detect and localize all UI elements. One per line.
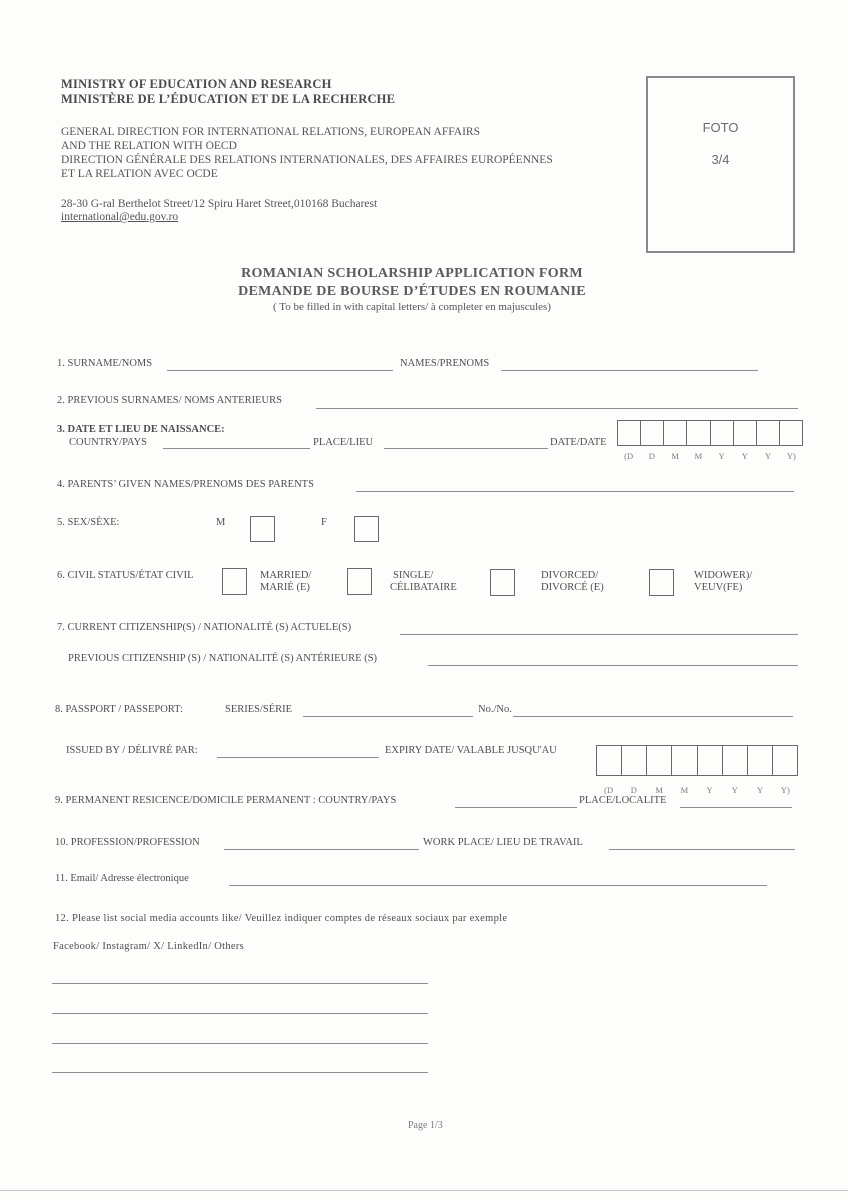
form-title-en: ROMANIAN SCHOLARSHIP APPLICATION FORM [241,266,583,281]
residence-country-field[interactable] [455,807,577,808]
surname-field[interactable] [167,370,393,371]
date-cell[interactable] [698,746,723,775]
date-cell[interactable] [711,421,734,445]
email-link[interactable]: international@edu.gov.ro [61,211,179,223]
social-media-label: 12. Please list social media accounts like/ Veuillez indiquer comptes de réseaux sociaux par exemple [55,913,508,924]
date-cell[interactable] [622,746,647,775]
address: 28-30 G-ral Berthelot Street/12 Spiru Haret Street,010168 Bucharest [61,198,378,210]
birth-heading: 3. DATE ET LIEU DE NAISSANCE: [57,424,225,435]
option-text: MARIÉ (E) [260,582,310,593]
date-cell[interactable] [734,421,757,445]
social-media-field-1[interactable] [52,983,428,984]
social-media-field-3[interactable] [52,1043,428,1044]
birth-date-label: DATE/DATE [550,437,607,448]
date-cell[interactable] [723,746,748,775]
current-citizenship-label: 7. CURRENT CITIZENSHIP(S) / NATIONALITÉ (S) ACTUELE(S) [57,622,352,633]
sex-f-label: F [321,517,327,528]
date-cell[interactable] [687,421,710,445]
direction-block [61,125,553,181]
option-text: DIVORCED/ [541,570,599,581]
page-number: Page 1/3 [408,1120,443,1131]
passport-label: 8. PASSPORT / PASSEPORT: [55,704,183,715]
widower-label [694,570,752,594]
sex-label: 5. SEX/SÈXE: [57,517,120,528]
parents-label: 4. PARENTS’ GIVEN NAMES/PRENOMS DES PARENTS [57,479,314,490]
single-checkbox[interactable] [347,568,372,595]
previous-citizenship-field[interactable] [428,665,798,666]
issued-by-field[interactable] [217,757,379,758]
issued-by-label: ISSUED BY / DÉLIVRÉ PAR: [66,745,198,756]
passport-series-label: SERIES/SÉRIE [225,704,293,715]
date-cell[interactable] [664,421,687,445]
birth-date-boxes[interactable] [617,420,803,446]
work-place-label: WORK PLACE/ LIEU DE TRAVAIL [423,837,583,848]
social-media-field-4[interactable] [52,1072,428,1073]
residence-place-field[interactable] [680,807,792,808]
date-cell[interactable] [597,746,622,775]
previous-surnames-label: 2. PREVIOUS SURNAMES/ NOMS ANTERIEURS [57,395,282,406]
format-char: M [680,785,689,795]
format-char: (D [604,785,614,795]
residence-country-label: 9. PERMANENT RESICENCE/DOMICILE PERMANENT : COUNTRY/PAYS [55,795,397,806]
birth-place-field[interactable] [384,448,548,449]
birth-place-label: PLACE/LIEU [313,437,374,448]
option-text: CÉLIBATAIRE [390,582,457,593]
names-label: NAMES/PRENOMS [400,358,490,369]
sex-m-label: M [216,517,226,528]
civil-status-label: 6. CIVIL STATUS/ÉTAT CIVIL [57,570,194,581]
date-cell[interactable] [773,746,797,775]
date-cell[interactable] [780,421,802,445]
passport-number-field[interactable] [513,716,793,717]
option-text: SINGLE/ [393,570,434,581]
date-cell[interactable] [672,746,697,775]
date-cell[interactable] [757,421,780,445]
format-char: D [648,451,655,461]
direction-line: AND THE RELATION WITH OECD [61,140,237,152]
photo-box [646,76,795,253]
single-label [390,570,457,594]
date-cell[interactable] [748,746,773,775]
ministry-en: MINISTRY OF EDUCATION AND RESEARCH [61,77,332,91]
profession-field[interactable] [224,849,419,850]
parents-field[interactable] [356,491,794,492]
format-char: Y [731,785,738,795]
option-text: DIVORCÉ (E) [541,582,604,593]
surname-label: 1. SURNAME/NOMS [57,358,153,369]
format-char: M [671,451,679,461]
option-text: VEUV(FE) [694,582,743,593]
format-char: Y [706,785,713,795]
names-field[interactable] [501,370,758,371]
current-citizenship-field[interactable] [400,634,798,635]
form-instructions: ( To be filled in with capital letters/ à completer en majuscules) [273,301,551,313]
sex-m-checkbox[interactable] [250,516,275,542]
birth-country-label: COUNTRY/PAYS [69,437,148,448]
passport-series-field[interactable] [303,716,473,717]
photo-label: FOTO [702,120,739,135]
married-label [260,570,311,594]
date-cell[interactable] [641,421,664,445]
ministry-title [61,77,395,107]
format-char: M [694,451,703,461]
passport-number-label: No./No. [478,704,512,715]
format-char: (D [624,451,634,461]
ministry-fr: MINISTÈRE DE L’ÉDUCATION ET DE LA RECHERCHE [61,92,396,106]
page-edge [0,1190,848,1191]
social-media-field-2[interactable] [52,1013,428,1014]
date-cell[interactable] [618,421,641,445]
divorced-label [541,570,604,594]
direction-line: ET LA RELATION AVEC OCDE [61,168,218,180]
format-char: Y) [786,451,796,461]
direction-line: DIRECTION GÉNÉRALE DES RELATIONS INTERNATIONALES, DES AFFAIRES EUROPÉENNES [61,154,553,166]
sex-f-checkbox[interactable] [354,516,379,542]
format-char: M [655,785,663,795]
format-char: Y [718,451,725,461]
birth-country-field[interactable] [163,448,310,449]
form-title-fr: DEMANDE DE BOURSE D’ÉTUDES EN ROUMANIE [238,284,586,299]
option-text: MARRIED/ [260,570,312,581]
work-place-field[interactable] [609,849,795,850]
profession-label: 10. PROFESSION/PROFESSION [55,837,200,848]
format-char: Y [765,451,772,461]
residence-place-label: PLACE/LOCALITE [579,795,667,806]
format-char: D [630,785,637,795]
email-label: 11. Email/ Adresse électronique [55,873,189,884]
previous-surnames-field[interactable] [316,408,798,409]
format-char: Y [757,785,764,795]
option-text: WIDOWER)/ [694,570,753,581]
expiry-date-boxes[interactable] [596,745,798,776]
expiry-date-label: EXPIRY DATE/ VALABLE JUSQU'AU [385,745,557,756]
widower-checkbox[interactable] [649,569,674,596]
married-checkbox[interactable] [222,568,247,595]
social-media-examples: Facebook/ Instagram/ X/ LinkedIn/ Others [53,941,245,952]
direction-line: GENERAL DIRECTION FOR INTERNATIONAL RELATIONS, EUROPEAN AFFAIRS [61,126,481,138]
format-char: Y [741,451,748,461]
email-field[interactable] [229,885,767,886]
birth-date-format [617,451,803,461]
photo-size: 3/4 [711,152,730,167]
date-cell[interactable] [647,746,672,775]
divorced-checkbox[interactable] [490,569,515,596]
expiry-date-format [596,785,798,795]
format-char: Y) [780,785,790,795]
previous-citizenship-label: PREVIOUS CITIZENSHIP (S) / NATIONALITÉ (S) ANTÉRIEURE (S) [68,653,378,664]
